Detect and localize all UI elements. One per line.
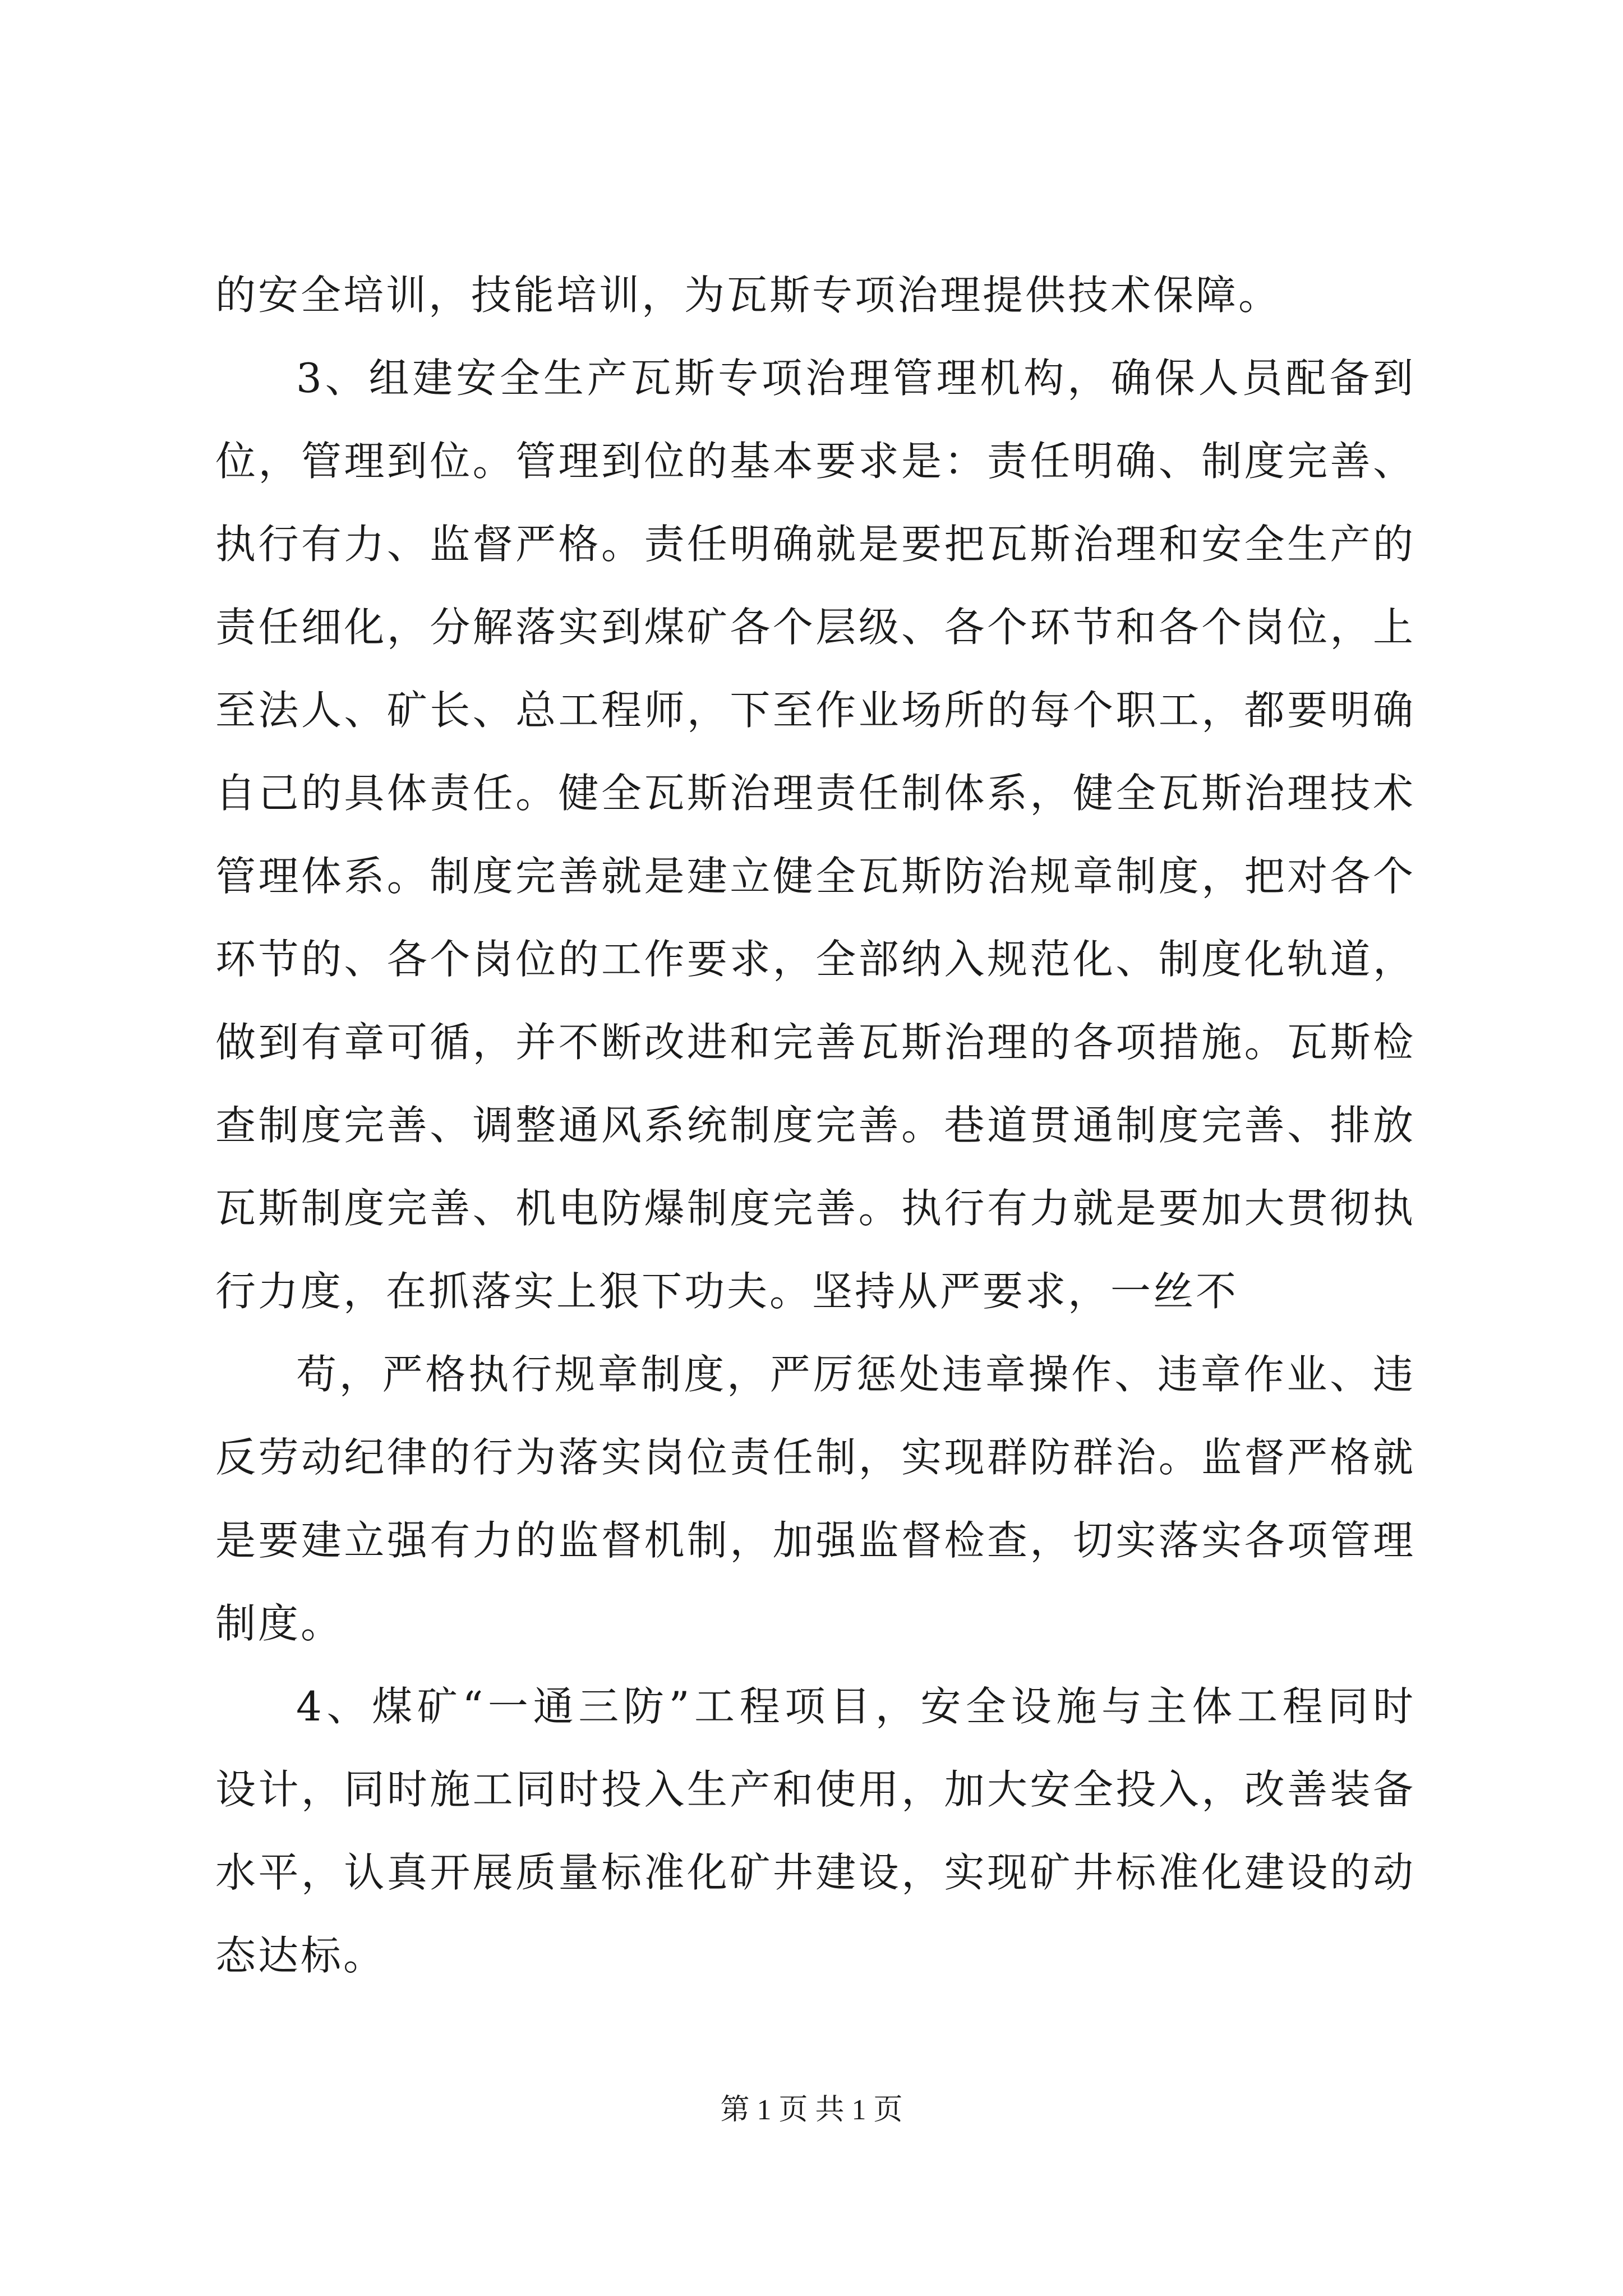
text-line: 反劳动纪律的行为落实岗位责任制，实现群防群治。监督严格就	[215, 1434, 1415, 1481]
text-line: 行力度，在抓落实上狠下功夫。坚持从严要求，一丝不	[215, 1268, 1239, 1315]
text-line: 3、组建安全生产瓦斯专项治理管理机构，确保人员配备到	[296, 355, 1415, 402]
text-line: 的安全培训，技能培训，为瓦斯专项治理提供技术保障。	[215, 272, 1281, 319]
text-line: 至法人、矿长、总工程师，下至作业场所的每个职工，都要明确	[215, 687, 1415, 734]
text-line: 态达标。	[215, 1932, 386, 1979]
text-line: 执行有力、监督严格。责任明确就是要把瓦斯治理和安全生产的	[215, 521, 1415, 568]
text-line: 设计，同时施工同时投入生产和使用，加大安全投入，改善装备	[215, 1766, 1415, 1813]
document-body	[215, 254, 1415, 1997]
text-line: 查制度完善、调整通风系统制度完善。巷道贯通制度完善、排放	[215, 1102, 1415, 1149]
text-line: 责任细化，分解落实到煤矿各个层级、各个环节和各个岗位，上	[215, 604, 1415, 651]
text-line: 苟，严格执行规章制度，严厉惩处违章操作、违章作业、违	[296, 1351, 1415, 1398]
text-line: 是要建立强有力的监督机制，加强监督检查，切实落实各项管理	[215, 1517, 1415, 1564]
text-line: 做到有章可循，并不断改进和完善瓦斯治理的各项措施。瓦斯检	[215, 1019, 1415, 1066]
text-line: 4、煤矿“一通三防”工程项目，安全设施与主体工程同时	[296, 1683, 1415, 1730]
text-line: 瓦斯制度完善、机电防爆制度完善。执行有力就是要加大贯彻执	[215, 1185, 1415, 1232]
text-line: 环节的、各个岗位的工作要求，全部纳入规范化、制度化轨道，	[215, 936, 1415, 983]
text-line: 管理体系。制度完善就是建立健全瓦斯防治规章制度，把对各个	[215, 853, 1415, 900]
text-line: 位，管理到位。管理到位的基本要求是：责任明确、制度完善、	[215, 438, 1415, 485]
text-line: 水平，认真开展质量标准化矿井建设，实现矿井标准化建设的动	[215, 1849, 1415, 1896]
text-line: 制度。	[215, 1600, 344, 1647]
page-footer: 第 1 页 共 1 页	[720, 2094, 903, 2126]
text-line: 自己的具体责任。健全瓦斯治理责任制体系，健全瓦斯治理技术	[215, 770, 1415, 817]
